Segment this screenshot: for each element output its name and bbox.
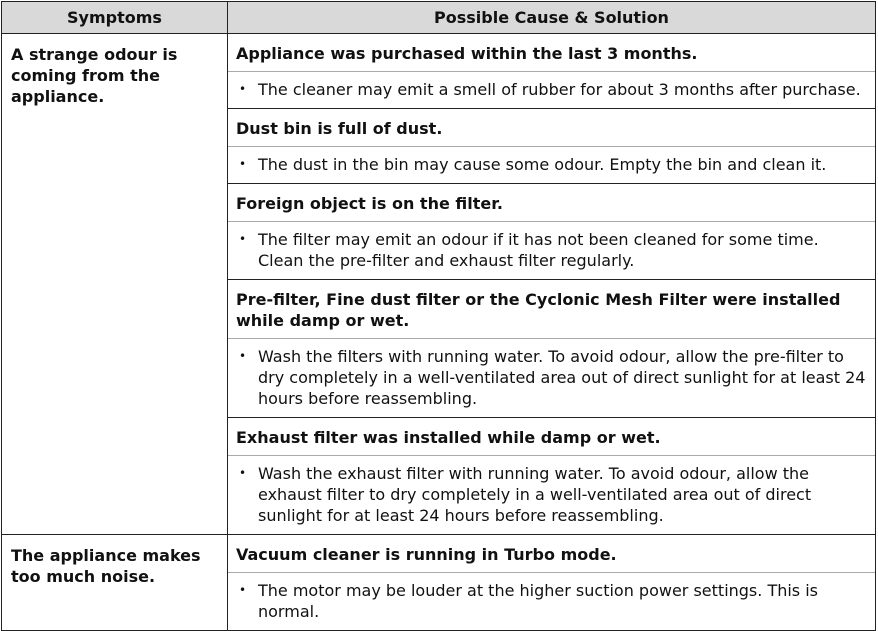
cause-text: Vacuum cleaner is running in Turbo mode. — [228, 535, 875, 573]
solution-item — [228, 147, 875, 183]
cause-cell — [228, 418, 876, 535]
bullet-icon: • — [239, 232, 247, 246]
solution-item — [228, 339, 875, 417]
table-row — [2, 535, 876, 631]
solution-text: Wash the filters with running water. To avoid odour, allow the pre-filter to dry completely in a well-ventilated area out of direct sunlight for at least 24 hours before reassembling. — [258, 347, 866, 408]
solution-item — [228, 72, 875, 108]
solution-item — [228, 456, 875, 534]
cause-text: Foreign object is on the filter. — [228, 184, 875, 222]
solution-text: The dust in the bin may cause some odour. Empty the bin and clean it. — [258, 155, 827, 174]
solution-item — [228, 222, 875, 279]
cause-cell — [228, 184, 876, 280]
cause-text: Dust bin is full of dust. — [228, 109, 875, 147]
cause-text: Exhaust filter was installed while damp or wet. — [228, 418, 875, 456]
cause-cell — [228, 109, 876, 184]
cause-text: Appliance was purchased within the last 3 months. — [228, 34, 875, 72]
solution-text: The cleaner may emit a smell of rubber for about 3 months after purchase. — [258, 80, 861, 99]
symptom-cell: A strange odour is coming from the appliance. — [2, 34, 228, 535]
table-row — [2, 34, 876, 109]
bullet-icon: • — [239, 157, 247, 171]
cause-cell — [228, 280, 876, 418]
header-cause-solution: Possible Cause & Solution — [228, 2, 876, 34]
troubleshooting-table — [1, 1, 876, 631]
solution-item — [228, 573, 875, 630]
cause-cell — [228, 34, 876, 109]
cause-text: Pre-filter, Fine dust filter or the Cyclonic Mesh Filter were installed while damp or wet. — [228, 280, 875, 339]
header-symptoms: Symptoms — [2, 2, 228, 34]
bullet-icon: • — [239, 82, 247, 96]
bullet-icon: • — [239, 583, 247, 597]
solution-text: Wash the exhaust filter with running water. To avoid odour, allow the exhaust filter to dry completely in a well-ventilated area out of direct sunlight for at least 24 hours before reassembling. — [258, 464, 812, 525]
bullet-icon: • — [239, 466, 247, 480]
cause-cell — [228, 535, 876, 631]
solution-text: The filter may emit an odour if it has not been cleaned for some time. Clean the pre-filter and exhaust filter regularly. — [258, 230, 819, 270]
table-header-row — [2, 2, 876, 34]
symptom-cell: The appliance makes too much noise. — [2, 535, 228, 631]
bullet-icon: • — [239, 349, 247, 363]
solution-text: The motor may be louder at the higher suction power settings. This is normal. — [258, 581, 818, 621]
